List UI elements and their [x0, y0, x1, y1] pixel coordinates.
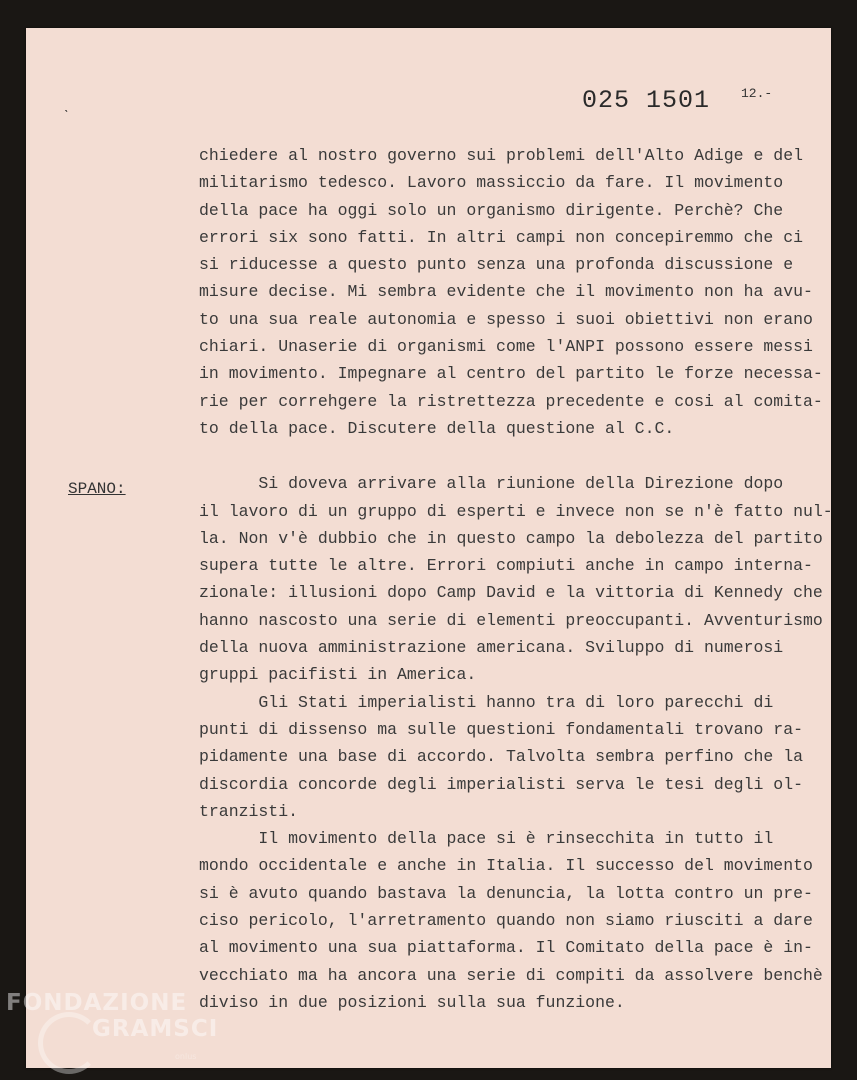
watermark-line-2: GRAMSCI — [92, 1016, 219, 1042]
paragraph-4 — [199, 825, 823, 1016]
watermark-g-logo-icon — [38, 1012, 100, 1074]
text-line: chiedere al nostro governo sui problemi dell'Alto Adige e del — [199, 146, 803, 165]
text-line: chiari. Unaserie di organismi come l'ANPI possono essere messi — [199, 337, 813, 357]
text-line: to della pace. Discutere della questione al C.C. — [199, 418, 675, 438]
text-line: della nuova amministrazione americana. Sviluppo di numerosi — [199, 638, 784, 658]
text-line: al movimento una sua piattaforma. Il Comitato della pace è in- — [199, 938, 813, 958]
text-line: errori six sono fatti. In altri campi non concepiremmo che ci — [199, 227, 803, 247]
text-line: to una sua reale autonomia e spesso i suoi obiettivi non erano — [199, 309, 813, 329]
watermark-small: onlus — [175, 1052, 197, 1061]
text-line: in movimento. Impegnare al centro del partito le forze necessa- — [199, 364, 823, 384]
text-line: misure decise. Mi sembra evidente che il movimento non ha avu- — [199, 282, 813, 302]
text-line: la. Non v'è dubbio che in questo campo la debolezza del partito — [199, 528, 823, 548]
text-line: gruppi pacifisti in America. — [199, 665, 477, 685]
paragraph-3 — [199, 689, 819, 825]
text-line: diviso in due posizioni sulla sua funzione. — [199, 992, 625, 1012]
page-number: 12.- — [741, 86, 773, 101]
text-line: si riducesse a questo punto senza una profonda discussione e — [199, 255, 794, 275]
text-line: punti di dissenso ma sulle questioni fondamentali trovano ra- — [199, 719, 803, 739]
text-line: supera tutte le altre. Errori compiuti anche in campo interna- — [199, 556, 813, 576]
document-body — [199, 142, 833, 1016]
margin-mark: ˎ — [62, 98, 71, 114]
text-line: il lavoro di un gruppo di esperti e invece non se n'è fatto nul- — [199, 501, 833, 521]
text-line: pidamente una base di accordo. Talvolta sembra perfino che la — [199, 747, 803, 767]
text-line: vecchiato ma ha ancora una serie di compiti da assolvere benchè — [199, 965, 823, 985]
document-number: 025 1501 — [582, 86, 711, 115]
speaker-label: SPANO: — [68, 480, 126, 498]
text-line: discordia concorde degli imperialisti serva le tesi degli ol- — [199, 774, 803, 794]
document-page — [26, 28, 831, 1068]
paragraph-1 — [199, 142, 823, 442]
text-line: Gli Stati imperialisti hanno tra di loro parecchi di — [199, 692, 774, 712]
text-line: hanno nascosto una serie di elementi preoccupanti. Avventurismo — [199, 610, 823, 630]
text-line: Si doveva arrivare alla riunione della Direzione dopo — [199, 474, 784, 494]
text-line: militarismo tedesco. Lavoro massiccio da fare. Il movimento — [199, 173, 784, 193]
paragraph-2 — [199, 470, 833, 688]
text-line: zionale: illusioni dopo Camp David e la vittoria di Kennedy che — [199, 583, 823, 603]
watermark-line-1: FONDAZIONE — [6, 990, 188, 1016]
fondazione-gramsci-watermark — [0, 982, 240, 1080]
text-line: si è avuto quando bastava la denuncia, la lotta contro un pre- — [199, 883, 813, 903]
text-line: Il movimento della pace si è rinsecchita in tutto il — [199, 829, 774, 849]
text-line: della pace ha oggi solo un organismo dirigente. Perchè? Che — [199, 200, 784, 220]
text-line: ciso pericolo, l'arretramento quando non siamo riusciti a dare — [199, 911, 813, 931]
text-line: rie per correhgere la ristrettezza precedente e cosi al comita- — [199, 391, 823, 411]
text-line: tranzisti. — [199, 801, 299, 821]
text-line: mondo occidentale e anche in Italia. Il successo del movimento — [199, 856, 813, 876]
